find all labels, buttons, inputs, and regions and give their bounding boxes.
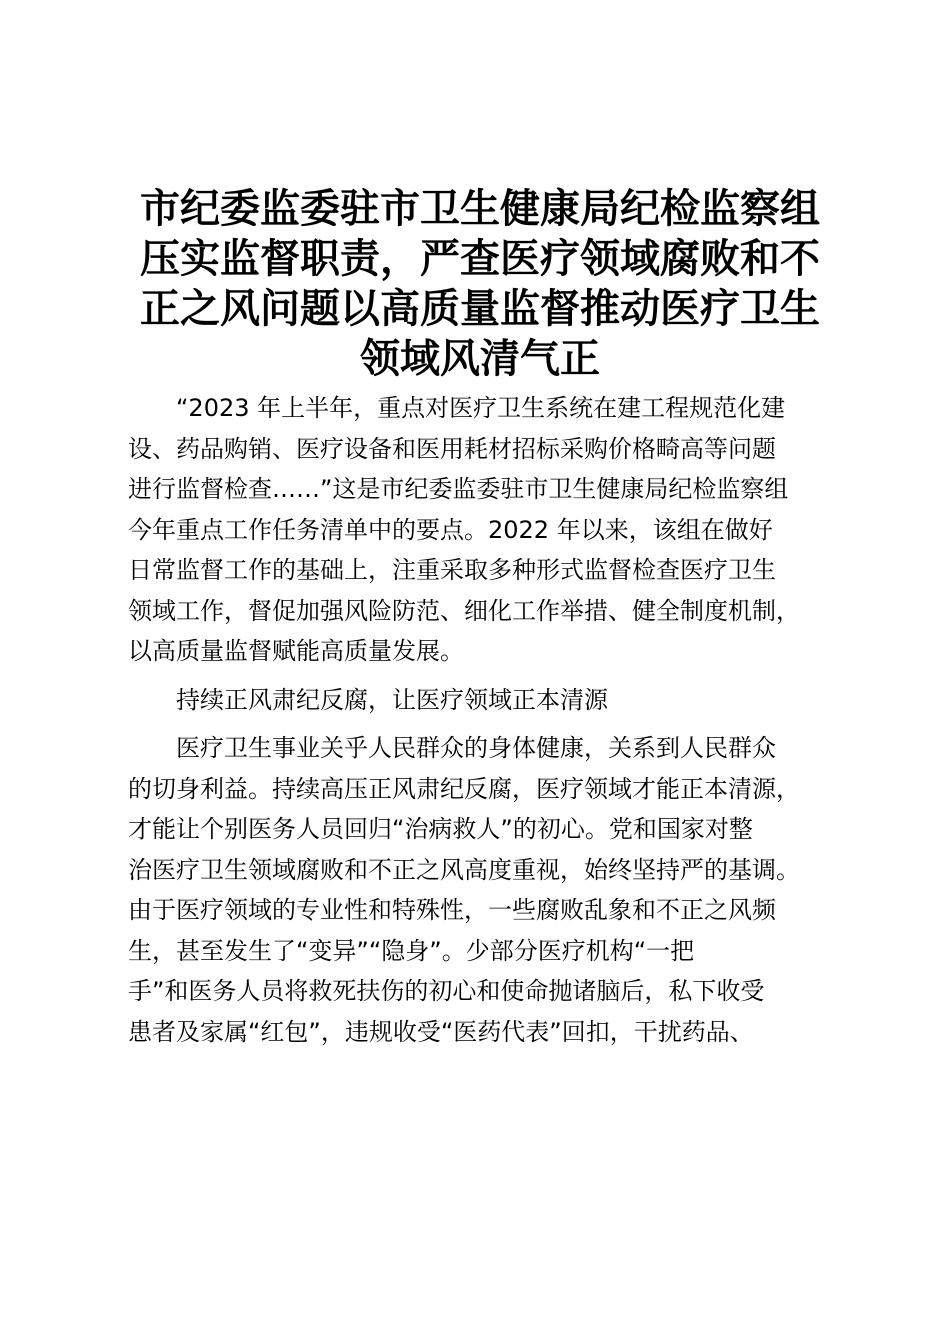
text-line: 手”和医务人员将救死扶伤的初心和使命抛诸脑后，私下收受 [128,977,765,1005]
text-line: 才能让个别医务人员回归“治病救人”的初心。党和国家对整 [128,815,753,843]
text-line: 生，甚至发生了“变异”“隐身”。少部分医疗机构“一把 [128,936,695,965]
text-line: 领域工作，督促加强风险防范、细化工作举措、健全制度机制， [128,596,800,625]
document-title [110,184,850,384]
text-line: 以高质量监督赋能高质量发展。 [128,637,464,665]
text-line: 患者及家属“红包”，违规收受“医药代表”回扣，干扰药品、 [128,1017,754,1046]
title-line: 领域风清气正 [360,335,600,382]
section-heading [128,680,852,721]
title-line: 市纪委监委驻市卫生健康局纪检监察组 [140,185,820,232]
document-body [128,388,852,1052]
text-line: 持续正风肃纪反腐，让医疗领域正本清源 [176,685,608,714]
title-line: 正之风问题以高质量监督推动医疗卫生 [140,285,820,332]
text-line: 由于医疗领域的专业性和特殊性，一些腐败乱象和不正之风频 [128,896,776,924]
paragraph-intro [128,388,852,672]
text-line: 医疗卫生事业关乎人民群众的身体健康，关系到人民群众 [176,734,776,762]
text-line: 治医疗卫生领域腐败和不正之风高度重视，始终坚持严的基调。 [128,855,800,884]
text-line: 设、药品购销、医疗设备和医用耗材招标采购价格畸高等问题 [128,434,776,463]
text-line: 今年重点工作任务清单中的要点。2022 年以来，该组在做好 [128,515,773,544]
paragraph-body [128,728,852,1052]
text-line: “2023 年上半年，重点对医疗卫生系统在建工程规范化建 [176,394,786,422]
text-line: 日常监督工作的基础上，注重采取多种形式监督检查医疗卫生 [128,556,776,584]
text-line: 进行监督检查……”这是市纪委监委驻市卫生健康局纪检监察组 [128,475,789,503]
text-line: 的切身利益。持续高压正风肃纪反腐，医疗领域才能正本清源， [128,774,800,803]
title-line: 压实监督职责，严查医疗领域腐败和不 [140,235,820,282]
